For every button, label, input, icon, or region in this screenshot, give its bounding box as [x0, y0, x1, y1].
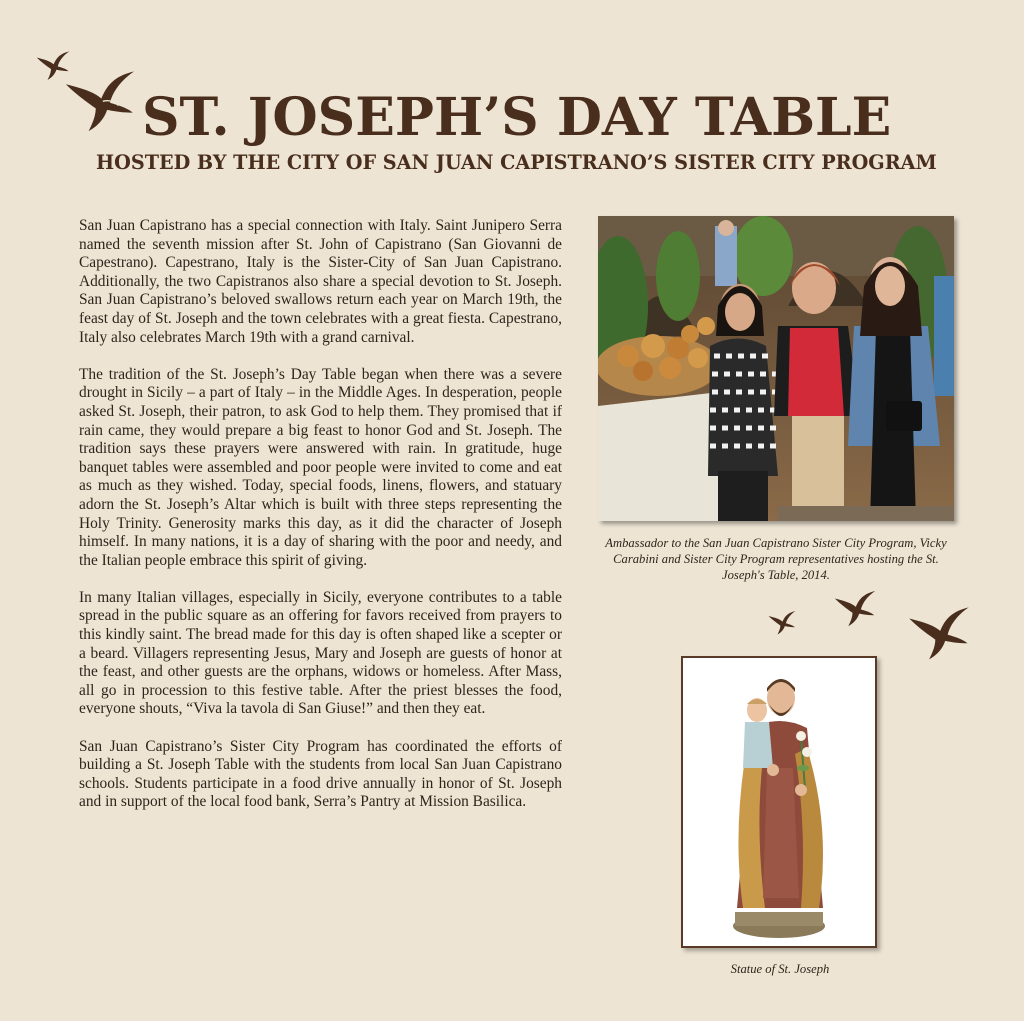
swallow-icon [768, 610, 796, 636]
swallow-icon [64, 70, 136, 134]
paragraph: The tradition of the St. Joseph’s Day Table began when there was a severe drought in Sicily – a part of Italy – in the Middle Ages. In desperation, people asked St. Joseph, their patron, to ask God to help them. They promised that if rain came, they would prepare a big feast to honor God and St. Joseph. The tradition says these prayers were answered with rain. In gratitude, huge banquet tables were assembled and poor people were invited to come and eat as much as they wished. Today, special foods, linens, flowers, and statuary adorn the St. Joseph’s Altar which is built with three steps representing the Holy Trinity. Generosity marks this day, as it did the character of Joseph himself. In many nations, it is a day of sharing with the poor and needy, and the Italian people embrace this spirit of giving. [79, 365, 562, 569]
page-title: ST. JOSEPH’S DAY TABLE [142, 87, 892, 148]
statue-caption: Statue of St. Joseph [730, 962, 830, 976]
paragraph: In many Italian villages, especially in Sicily, everyone contributes to a table spread in the public square as an offering for favors received from prayers to this kindly saint. The bread made for this day is often shaped like a scepter or a beard. Villagers representing Jesus, Mary and Joseph are guests of honor at the feast, and other guests are the orphans, widows or homeless. After Mass, all go in procession to this festive table. After the priest blesses the food, everyone shouts, “Viva la tavola di San Giuse!” and then they eat. [79, 588, 562, 718]
body-text [79, 217, 562, 831]
event-photo-illustration [598, 216, 954, 521]
swallow-icon [834, 590, 876, 628]
statue-photo [681, 656, 877, 948]
photo-caption: Ambassador to the San Juan Capistrano Sister City Program, Vicky Carabini and Sister City Program representatives hosting the St. Joseph's Table, 2014. [605, 536, 947, 582]
event-photo [598, 216, 954, 521]
paragraph: San Juan Capistrano has a special connection with Italy. Saint Junipero Serra named the seventh mission after St. John of Capistrano (San Giovanni de Capestrano). Capestrano, Italy is the Sister-City of San Juan Capistrano. Additionally, the two Capistranos also share a special devotion to St. Joseph. San Juan Capistrano’s beloved swallows return each year on March 19th, the feast day of St. Joseph and the town celebrates with a great fiesta. Capestrano, Italy also celebrates March 19th with a grand carnival. [79, 217, 562, 346]
page-subtitle: HOSTED BY THE CITY OF SAN JUAN CAPISTRANO’S SISTER CITY PROGRAM [96, 151, 937, 174]
paragraph: San Juan Capistrano’s Sister City Program has coordinated the efforts of building a St. Joseph Table with the students from local San Juan Capistrano schools. Students participate in a food drive annually in honor of St. Joseph and in support of the local food bank, Serra’s Pantry at Mission Basilica. [79, 737, 562, 811]
statue-illustration [683, 658, 875, 946]
swallow-icon [908, 606, 970, 662]
